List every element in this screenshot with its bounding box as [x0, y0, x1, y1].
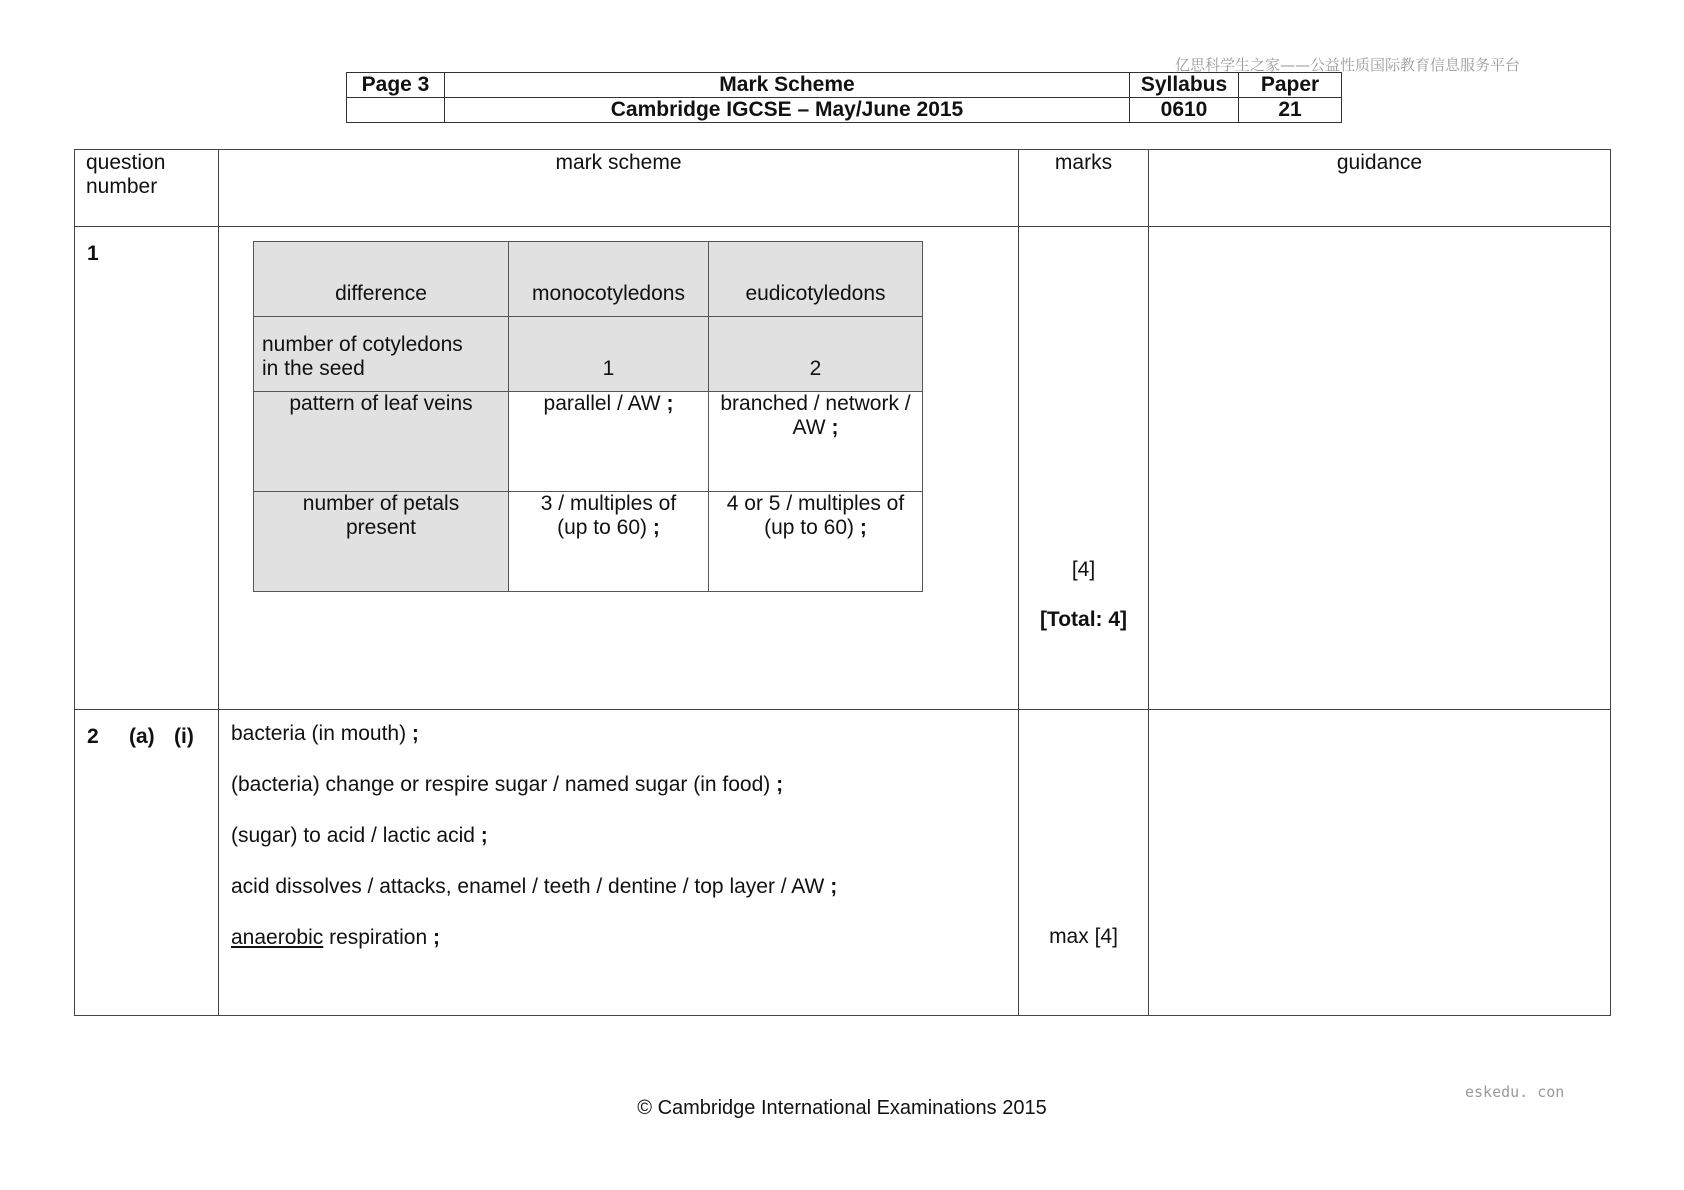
question-2-scheme-cell	[219, 710, 1019, 1016]
exam-name: Cambridge IGCSE – May/June 2015	[445, 98, 1130, 123]
answer-line: anaerobic respiration ;	[231, 926, 440, 949]
mark-scheme-table	[74, 149, 1611, 1016]
answer-line: (sugar) to acid / lactic acid ;	[231, 824, 488, 847]
eudi-petals-line1: 4 or 5 / multiples of	[726, 492, 905, 515]
question-number-header	[75, 150, 219, 227]
underlined-keyword: anaerobic	[231, 926, 324, 949]
mark-semicolon: ;	[859, 516, 867, 539]
answer-line: bacteria (in mouth) ;	[231, 722, 419, 745]
question-1-row	[75, 227, 1611, 710]
petals-label-line1: number of petals	[302, 492, 460, 515]
question-1-number-cell	[75, 227, 219, 710]
copyright-footer: © Cambridge International Examinations 2015	[637, 1097, 1047, 1119]
cotyledon-comparison-table	[253, 241, 923, 592]
watermark-top: 亿思科学生之家——公益性质国际教育信息服务平台	[1175, 56, 1521, 74]
eudi-veins-line1: branched / network /	[720, 392, 911, 415]
cotyledon-count-label	[254, 317, 509, 392]
mono-petals-line1: 3 / multiples of	[540, 492, 677, 515]
header-empty-cell	[347, 98, 445, 123]
mono-petals-value	[509, 492, 709, 592]
petals-label	[254, 492, 509, 592]
question-2-marks: max [4]	[1049, 925, 1118, 948]
paper-label: Paper	[1239, 73, 1342, 98]
answer-line: acid dissolves / attacks, enamel / teeth / dentine / top layer / AW ;	[231, 875, 838, 898]
question-2-label	[76, 711, 217, 749]
question-1-total: [Total: 4]	[1039, 608, 1128, 631]
column-header-row	[75, 150, 1611, 227]
cotyledon-label-line2: in the seed	[262, 357, 365, 380]
question-2a-row	[75, 710, 1611, 1016]
difference-header: difference	[254, 242, 509, 317]
question-header-line2: number	[86, 175, 158, 198]
page-header-table	[346, 72, 1342, 123]
question-2-answer-lines	[220, 711, 1017, 976]
question-1-marks-cell	[1019, 227, 1149, 710]
mono-cotyledon-value: 1	[509, 317, 709, 392]
mono-petals-line2: (up to 60)	[557, 516, 648, 539]
mark-semicolon: ;	[666, 392, 674, 415]
mono-leaf-veins-value	[509, 392, 709, 492]
monocotyledons-header: monocotyledons	[509, 242, 709, 317]
answer-line: (bacteria) change or respire sugar / named sugar (in food) ;	[231, 773, 784, 796]
question-1-guidance-cell	[1149, 227, 1611, 710]
eudi-cotyledon-value: 2	[709, 317, 923, 392]
petals-label-line2: present	[345, 516, 417, 539]
eudicotyledons-header: eudicotyledons	[709, 242, 923, 317]
document-title: Mark Scheme	[445, 73, 1130, 98]
syllabus-code: 0610	[1130, 98, 1239, 123]
mark-semicolon: ;	[831, 416, 839, 439]
question-1-number: 1	[87, 242, 99, 265]
question-2-part: (a)	[129, 725, 155, 748]
question-2-subpart: (i)	[174, 725, 194, 748]
cotyledon-label-line1: number of cotyledons	[262, 333, 463, 356]
eudi-petals-line2: (up to 60)	[764, 516, 855, 539]
eudi-leaf-veins-value	[709, 392, 923, 492]
question-2-guidance-cell	[1149, 710, 1611, 1016]
question-1-scheme-cell	[219, 227, 1019, 710]
mark-semicolon: ;	[652, 516, 660, 539]
mono-veins-text: parallel / AW	[543, 392, 661, 415]
question-2-marks-cell	[1019, 710, 1149, 1016]
marks-header: marks	[1019, 150, 1149, 227]
eudi-veins-line2: AW	[792, 416, 826, 439]
watermark-bottom: eskedu. con	[1465, 1083, 1565, 1101]
syllabus-label: Syllabus	[1130, 73, 1239, 98]
leaf-veins-label: pattern of leaf veins	[254, 392, 509, 492]
guidance-header: guidance	[1149, 150, 1611, 227]
question-1-marks: [4]	[1071, 558, 1096, 581]
question-2-number: 2	[87, 725, 99, 748]
paper-number: 21	[1239, 98, 1342, 123]
page-number: Page 3	[347, 73, 445, 98]
question-header-line1: question	[86, 151, 166, 174]
question-2-number-cell	[75, 710, 219, 1016]
mark-scheme-header: mark scheme	[219, 150, 1019, 227]
eudi-petals-value	[709, 492, 923, 592]
